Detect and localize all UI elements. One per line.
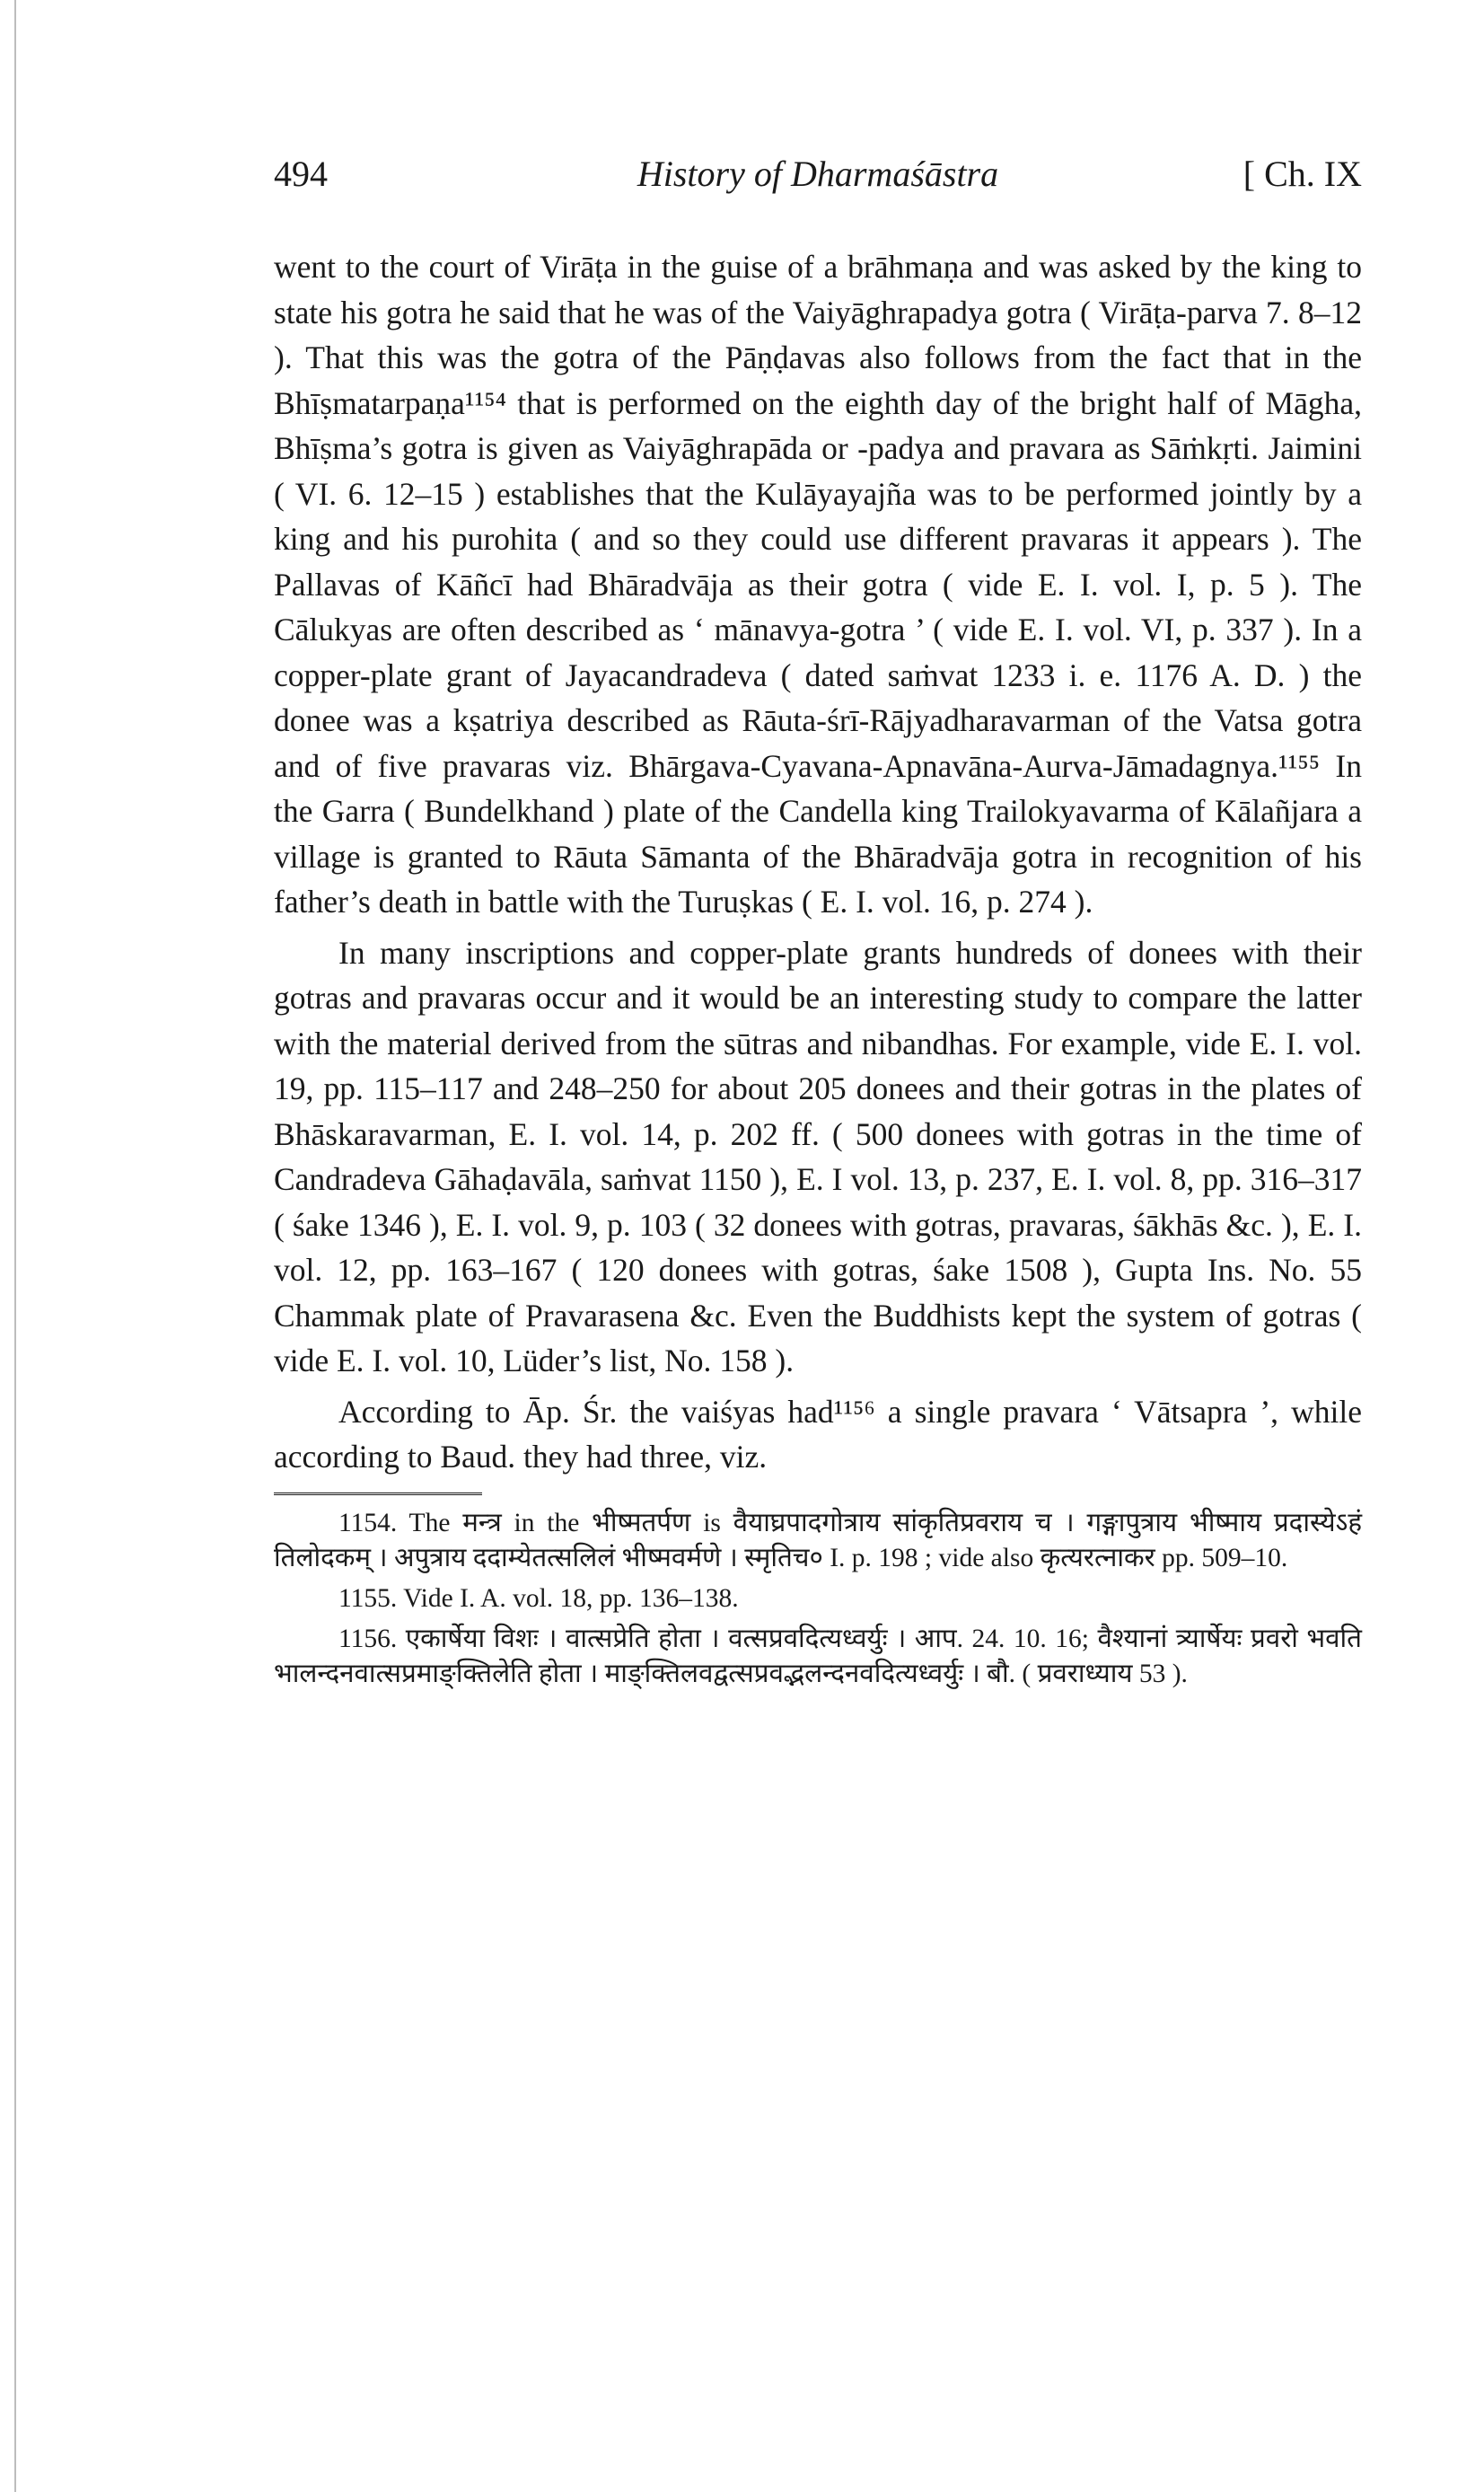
footnote-rule: [274, 1493, 482, 1497]
scan-edge-line: [14, 0, 16, 2492]
page-number: 494: [274, 154, 328, 194]
footnote-1155: 1155. Vide I. A. vol. 18, pp. 136–138.: [338, 1583, 739, 1613]
footnote-1154: 1154. The मन्त्र in the भीष्मतर्पण is वैयाघ्रपादगोत्राय सांकृतिप्रवराय च । गङ्गापुत्राय भीष्माय प्रदास्येऽहं तिलोदकम् । अपुत्राय ददाम्येतत्सलिलं भीष्मवर्मणे । स्मृतिच० I. p. 198 ; vide also कृत्यरत्नाकर pp. 509–10.: [274, 1508, 1362, 1572]
chapter-label: [ Ch. IX: [1243, 154, 1362, 194]
book-page: [274, 153, 1362, 1697]
running-title: History of Dharmaśāstra: [637, 154, 999, 194]
paragraph-1: went to the court of Virāṭa in the guise of a brāhmaṇa and was asked by the king to state his gotra he said that he was of the Vaiyāghrapadya gotra ( Virāṭa-parva 7. 8–12 ). That this was the gotra of the Pāṇḍavas also follows from the fact that in the Bhīṣmatarpaṇa¹¹⁵⁴ that is performed on the eighth day of the bright half of Māgha, Bhīṣma’s gotra is given as Vaiyāghrapāda or -padya and pravara as Sāṁkṛti. Jaimini ( VI. 6. 12–15 ) establishes that the Kulāyayajña was to be performed jointly by a king and his purohita ( and so they could use different pravaras it appears ). The Pallavas of Kāñcī had Bhāradvāja as their gotra ( vide E. I. vol. I, p. 5 ). The Cālukyas are often described as ‘ mānavya-gotra ’ ( vide E. I. vol. VI, p. 337 ). In a copper-plate grant of Jayacandradeva ( dated saṁvat 1233 i. e. 1176 A. D. ) the donee was a kṣatriya described as Rāuta-śrī-Rājyadharavarman of the Vatsa gotra and of five pravaras viz. Bhārgava-Cyavana-Apnavāna-Aurva-Jāmadagnya.¹¹⁵⁵ In the Garra ( Bundelkhand ) plate of the Candella king Trailokyavarma of Kālañjara a village is granted to Rāuta Sāmanta of the Bhāradvāja gotra in recognition of his father’s death in battle with the Turuṣkas ( E. I. vol. 16, p. 274 ).: [274, 249, 1362, 920]
footnote-1156: 1156. एकार्षेया विशः । वात्सप्रेति होता । वत्सप्रवदित्यध्वर्युः । आप. 24. 10. 16; वैश्यानां त्र्यार्षेयः प्रवरो भवति भालन्दनवात्सप्रमाङ्क्तिलेति होता । माङ्क्तिलवद्वत्सप्रवद्भलन्दनवदित्यध्वर्युः । बौ. ( प्रवराध्याय 53 ).: [274, 1624, 1362, 1688]
body-text: [274, 244, 1362, 1480]
paragraph-2: In many inscriptions and copper-plate grants hundreds of donees with their gotras and pravaras occur and it would be an interesting study to compare the latter with the material derived from the sūtras and nibandhas. For example, vide E. I. vol. 19, pp. 115–117 and 248–250 for about 205 donees and their gotras in the plates of Bhāskaravarman, E. I. vol. 14, p. 202 ff. ( 500 donees with gotras in the time of Candradeva Gāhaḍavāla, saṁvat 1150 ), E. I vol. 13, p. 237, E. I. vol. 8, pp. 316–317 ( śake 1346 ), E. I. vol. 9, p. 103 ( 32 donees with gotras, pravaras, śākhās &c. ), E. I. vol. 12, pp. 163–167 ( 120 donees with gotras, śake 1508 ), Gupta Ins. No. 55 Chammak plate of Pravarasena &c. Even the Buddhists kept the system of gotras ( vide E. I. vol. 10, Lüder’s list, No. 158 ).: [274, 934, 1362, 1378]
page-header: [274, 153, 1362, 207]
footnotes: [274, 1506, 1362, 1692]
paragraph-3: According to Āp. Śr. the vaiśyas had¹¹⁵⁶ a single pravara ‘ Vātsapra ’, while according to Baud. they had three, viz.: [274, 1393, 1362, 1475]
